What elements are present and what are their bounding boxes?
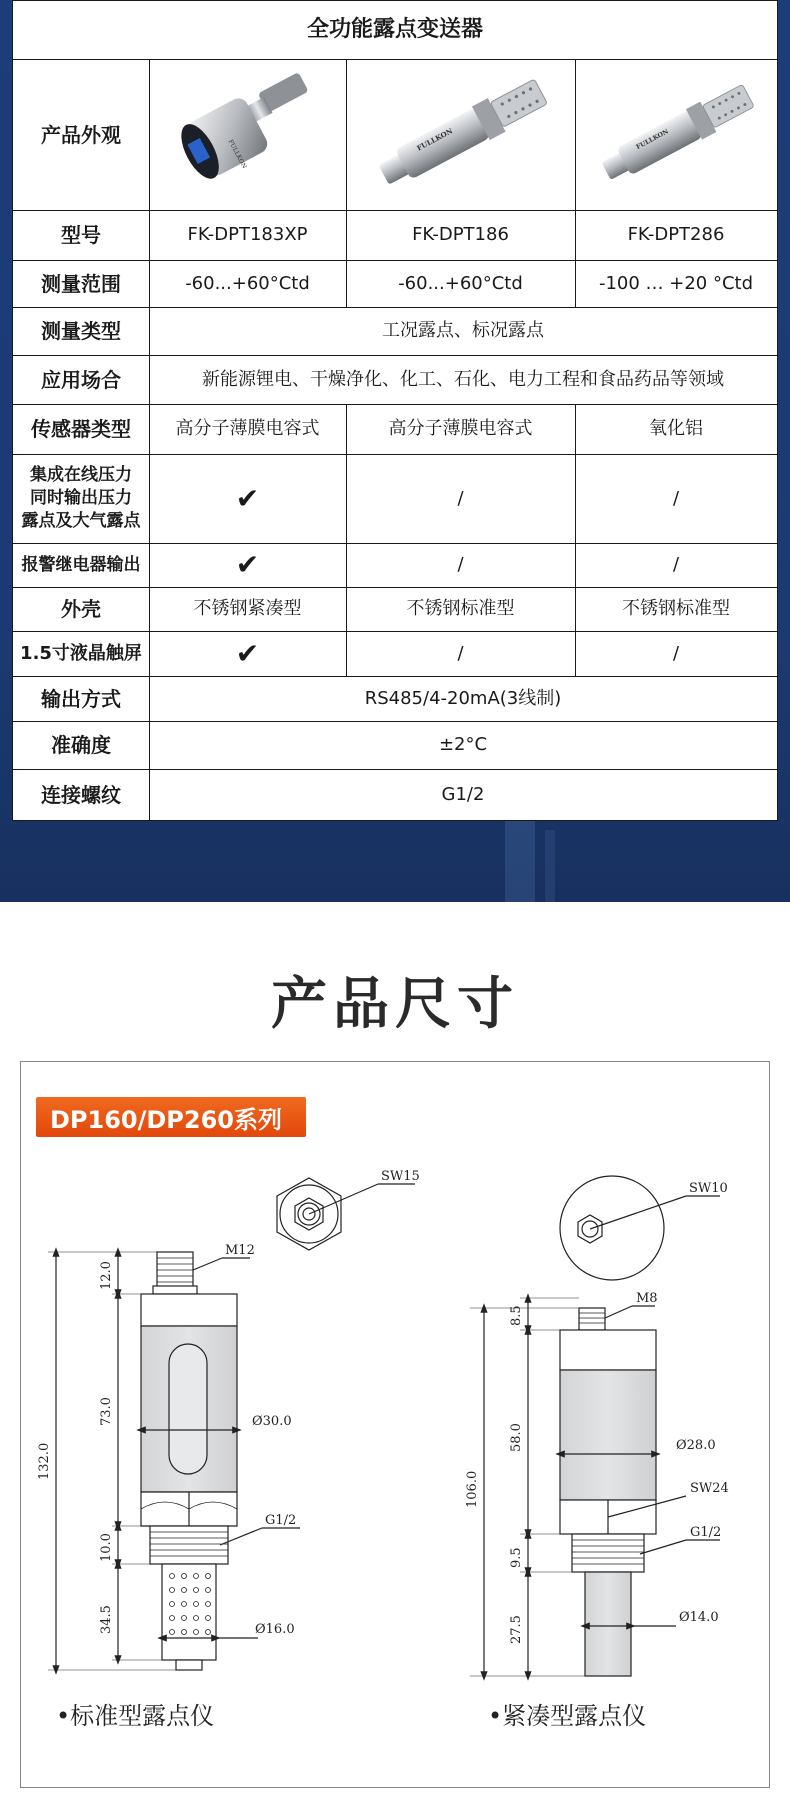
caption-compact: •紧凑型露点仪: [488, 1702, 647, 1730]
model-value: FK-DPT183XP: [187, 224, 308, 245]
label-top-thread: M8: [636, 1291, 658, 1306]
row-label-range: 测量范围: [41, 271, 121, 296]
housing-value: 不锈钢紧凑型: [193, 598, 302, 619]
label-body-diameter: Ø30.0: [252, 1414, 292, 1429]
dim-top: 8.5: [509, 1305, 524, 1326]
row-label-output: 输出方式: [41, 686, 121, 711]
not-available-mark: /: [672, 642, 680, 664]
label-bottom-thread: G1/2: [690, 1525, 722, 1540]
sensor-value: 高分子薄膜电容式: [388, 418, 533, 439]
sensor-value: 氧化铝: [649, 418, 703, 439]
type-value: 工况露点、标况露点: [382, 320, 544, 341]
svg-text:FULLKON: FULLKON: [635, 127, 670, 151]
row-label-accuracy: 准确度: [51, 733, 111, 757]
dim-neck: 10.0: [99, 1533, 114, 1562]
row-label-lcd: 1.5寸液晶触屏: [20, 643, 142, 664]
range-value: -100 … +20 °Ctd: [598, 272, 754, 294]
thread-value: G1/2: [441, 783, 485, 805]
model-value: FK-DPT186: [412, 224, 509, 245]
not-available-mark: /: [457, 642, 464, 664]
not-available-mark: /: [672, 487, 680, 509]
series-badge: DP160/DP260系列: [36, 1097, 306, 1137]
output-value: RS485/4-20mA(3线制): [364, 687, 562, 709]
row-label-housing: 外壳: [61, 597, 101, 621]
range-value: -60...+60°Ctd: [185, 272, 310, 294]
dim-body: 73.0: [99, 1397, 114, 1426]
sensor-value: 高分子薄膜电容式: [175, 418, 320, 439]
check-icon: ✔: [235, 481, 260, 515]
svg-text:FULLKON: FULLKON: [226, 138, 248, 170]
dim-body: 58.0: [509, 1423, 524, 1452]
caption-standard: •标准型露点仪: [56, 1702, 215, 1730]
dim-total: 132.0: [37, 1442, 52, 1480]
row-label-thread: 连接螺纹: [41, 782, 121, 807]
label-probe-diameter: Ø14.0: [679, 1610, 719, 1625]
dimensions-title: 产品尺寸: [271, 972, 519, 1037]
row-label-line: 集成在线压力: [30, 465, 132, 485]
not-available-mark: /: [457, 487, 464, 509]
accuracy-value: ±2°C: [438, 734, 488, 755]
row-label-application: 应用场合: [41, 367, 121, 392]
dim-neck: 9.5: [509, 1547, 524, 1568]
svg-text:FULLKON: FULLKON: [414, 125, 454, 153]
label-sw: SW15: [381, 1169, 420, 1184]
not-available-mark: /: [457, 554, 464, 575]
label-sw: SW10: [689, 1181, 728, 1196]
dim-probe: 34.5: [99, 1605, 114, 1634]
row-label-line: 同时输出压力: [30, 488, 132, 508]
dim-top: 12.0: [99, 1261, 114, 1290]
row-label-model: 型号: [61, 223, 101, 247]
row-label-alarm: 报警继电器输出: [21, 554, 141, 575]
model-value: FK-DPT286: [627, 224, 725, 245]
dim-probe: 27.5: [509, 1615, 524, 1644]
label-probe-diameter: Ø16.0: [255, 1622, 295, 1637]
label-hex: SW24: [690, 1481, 729, 1496]
row-label-line: 露点及大气露点: [21, 511, 141, 531]
application-value: 新能源锂电、干燥净化、化工、石化、电力工程和食品药品等领域: [202, 368, 724, 390]
table-title: 全功能露点变送器: [306, 17, 483, 42]
label-body-diameter: Ø28.0: [676, 1438, 716, 1453]
housing-value: 不锈钢标准型: [406, 598, 515, 619]
not-available-mark: /: [672, 554, 680, 575]
housing-value: 不锈钢标准型: [622, 598, 730, 619]
dim-total: 106.0: [465, 1470, 480, 1508]
label-bottom-thread: G1/2: [265, 1513, 297, 1528]
label-top-thread: M12: [225, 1243, 255, 1258]
check-icon: ✔: [235, 548, 260, 581]
row-label-appearance: 产品外观: [41, 122, 121, 147]
compact-drawing: [470, 1176, 720, 1676]
range-value: -60...+60°Ctd: [398, 272, 523, 294]
row-label-sensor: 传感器类型: [31, 417, 131, 441]
check-icon: ✔: [235, 636, 260, 670]
row-label-type: 测量类型: [41, 319, 121, 343]
